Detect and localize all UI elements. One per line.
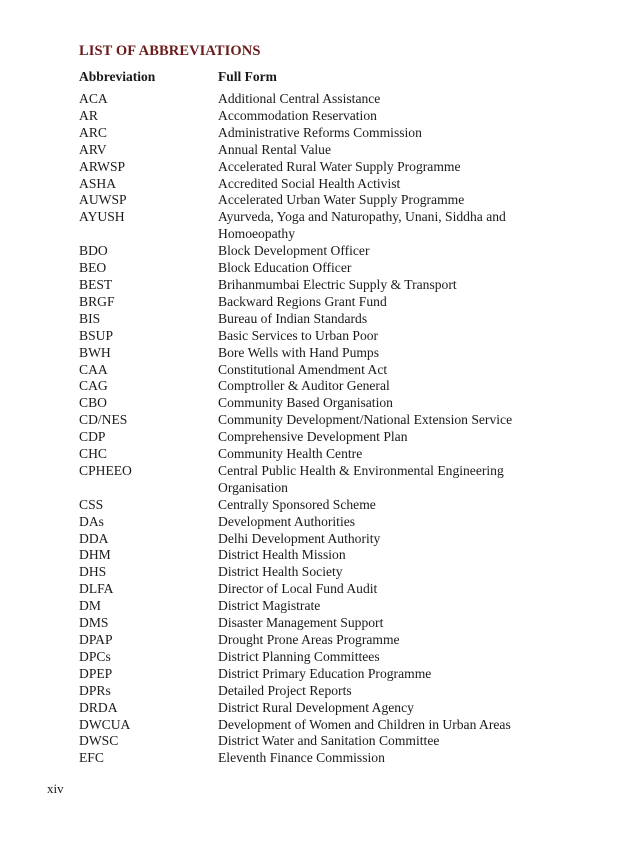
abbreviation: DAs (79, 513, 104, 529)
list-item (79, 192, 559, 209)
list-item (79, 598, 559, 615)
abbreviation: BIS (79, 310, 101, 326)
list-item (79, 514, 559, 531)
full-form: District Health Society (218, 564, 343, 580)
full-form: Annual Rental Value (218, 141, 332, 157)
abbreviation: BEO (79, 260, 107, 276)
abbreviation: DHM (79, 547, 111, 563)
list-item (79, 666, 559, 683)
abbreviation: ARWSP (79, 158, 126, 174)
abbreviation: CD/NES (79, 412, 128, 428)
abbreviation: CBO (79, 395, 107, 411)
list-item (79, 311, 559, 328)
full-form: Eleventh Finance Commission (218, 750, 385, 766)
list-item (79, 497, 559, 514)
list-item (79, 700, 559, 717)
full-form: District Planning Committees (218, 648, 380, 664)
full-form: Community Based Organisation (218, 395, 393, 411)
full-form: District Rural Development Agency (218, 699, 414, 715)
full-form: Accelerated Rural Water Supply Programme (218, 158, 461, 174)
abbreviation: DPCs (79, 648, 111, 664)
full-form: Basic Services to Urban Poor (218, 327, 379, 343)
abbreviation-list (79, 91, 559, 767)
list-item (79, 328, 559, 345)
full-form: Detailed Project Reports (218, 682, 352, 698)
list-item (79, 125, 559, 142)
full-form: Brihanmumbai Electric Supply & Transport (218, 276, 457, 292)
full-form: Additional Central Assistance (218, 91, 381, 106)
list-item (79, 395, 559, 412)
list-item (79, 446, 559, 463)
full-form: Comprehensive Development Plan (218, 429, 408, 445)
full-form: Central Public Health & Environmental Engineering Organisation (218, 462, 504, 495)
abbreviation: DDA (79, 530, 109, 546)
list-item (79, 243, 559, 260)
abbreviation: DWCUA (79, 716, 131, 732)
list-item (79, 429, 559, 446)
abbreviation: DHS (79, 564, 107, 580)
list-item (79, 412, 559, 429)
full-form: Constitutional Amendment Act (218, 361, 388, 377)
full-form: Backward Regions Grant Fund (218, 293, 387, 309)
full-form: District Health Mission (218, 547, 346, 563)
abbreviation: CHC (79, 446, 107, 462)
page-number: xiv (47, 781, 64, 796)
full-form: Disaster Management Support (218, 615, 384, 631)
abbreviation: CPHEEO (79, 462, 132, 478)
full-form: Bore Wells with Hand Pumps (218, 344, 380, 360)
full-form: Drought Prone Areas Programme (218, 632, 400, 647)
full-form: Delhi Development Authority (218, 530, 381, 546)
abbreviation: BWH (79, 344, 111, 360)
abbreviation: CAA (79, 361, 108, 377)
list-item (79, 750, 559, 767)
full-form: Community Development/National Extension Service (218, 412, 513, 428)
full-form: District Primary Education Programme (218, 665, 432, 681)
list-item (79, 277, 559, 294)
full-form: Ayurveda, Yoga and Naturopathy, Unani, Siddha and Homoeopathy (218, 209, 506, 242)
abbreviation: BSUP (79, 327, 114, 343)
list-item (79, 260, 559, 277)
list-item (79, 142, 559, 159)
abbreviation: CDP (79, 429, 106, 445)
table-header (79, 69, 559, 89)
list-item (79, 209, 559, 243)
abbreviation: DRDA (79, 699, 118, 715)
full-form: District Water and Sanitation Committee (218, 733, 440, 749)
abbreviation: DM (79, 598, 101, 614)
abbreviation-column-header: Abbreviation (79, 69, 156, 84)
list-item (79, 547, 559, 564)
abbreviation: ARV (79, 141, 107, 157)
abbreviation: BRGF (79, 293, 115, 309)
abbreviation: DPEP (79, 665, 113, 681)
full-form: Accelerated Urban Water Supply Programme (218, 192, 465, 208)
full-form: Director of Local Fund Audit (218, 581, 378, 597)
abbreviation: AR (79, 107, 98, 123)
list-item (79, 378, 559, 395)
full-form: Development of Women and Children in Urban Areas (218, 716, 511, 732)
abbreviation: AYUSH (79, 209, 125, 225)
list-item (79, 564, 559, 581)
abbreviation: CAG (79, 378, 108, 394)
abbreviation: ARC (79, 124, 107, 140)
full-form: Block Development Officer (218, 243, 370, 259)
abbreviation: DPAP (79, 632, 113, 647)
list-item (79, 649, 559, 666)
full-form: Administrative Reforms Commission (218, 124, 422, 140)
full-form: Centrally Sponsored Scheme (218, 496, 376, 512)
page-title: LIST OF ABBREVIATIONS (79, 43, 261, 59)
list-item (79, 159, 559, 176)
full-form: Accredited Social Health Activist (218, 175, 401, 191)
list-item (79, 733, 559, 750)
full-form: Block Education Officer (218, 260, 352, 276)
abbreviation: CSS (79, 496, 104, 512)
abbreviation: DPRs (79, 682, 111, 698)
abbreviation: EFC (79, 750, 104, 766)
list-item (79, 345, 559, 362)
full-form: Accommodation Reservation (218, 107, 377, 123)
full-form: Development Authorities (218, 513, 356, 529)
list-item (79, 683, 559, 700)
full-form: District Magistrate (218, 598, 321, 614)
list-item (79, 615, 559, 632)
full-form: Community Health Centre (218, 446, 363, 462)
abbreviation: DMS (79, 615, 109, 631)
list-item (79, 176, 559, 193)
list-item (79, 91, 559, 108)
full-form-column-header: Full Form (218, 69, 277, 84)
abbreviation: ACA (79, 91, 108, 106)
list-item (79, 531, 559, 548)
abbreviation: DLFA (79, 581, 114, 597)
abbreviation: DWSC (79, 733, 119, 749)
list-item (79, 581, 559, 598)
full-form: Comptroller & Auditor General (218, 378, 390, 394)
list-item (79, 463, 559, 497)
abbreviation: AUWSP (79, 192, 127, 208)
list-item (79, 294, 559, 311)
list-item (79, 108, 559, 125)
abbreviation: BDO (79, 243, 108, 259)
abbreviation: ASHA (79, 175, 117, 191)
list-item (79, 632, 559, 649)
abbreviation: BEST (79, 276, 113, 292)
list-item (79, 362, 559, 379)
full-form: Bureau of Indian Standards (218, 310, 368, 326)
list-item (79, 717, 559, 734)
